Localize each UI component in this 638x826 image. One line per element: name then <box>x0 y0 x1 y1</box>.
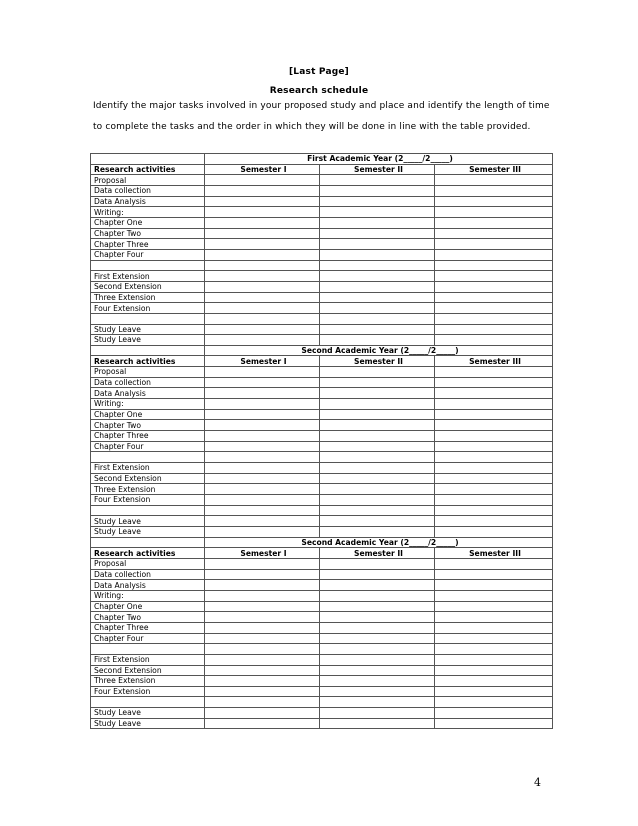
table-row <box>91 239 553 250</box>
semester-cell <box>320 175 435 186</box>
page-title: Research schedule <box>269 86 369 96</box>
semester-cell <box>320 612 435 623</box>
semester-cell <box>205 292 320 303</box>
semester-cell <box>205 420 320 431</box>
activity-cell: Data Analysis <box>91 388 205 399</box>
semester-cell <box>435 207 553 218</box>
semester-cell <box>435 718 553 729</box>
semester-cell <box>435 484 553 495</box>
semester-cell <box>320 601 435 612</box>
semester-cell <box>320 431 435 442</box>
semester-cell <box>435 196 553 207</box>
table-row <box>91 281 553 292</box>
table-row <box>91 228 553 239</box>
semester-cell <box>205 569 320 580</box>
table-row <box>91 420 553 431</box>
year-title-row <box>91 537 553 548</box>
semester-cell <box>320 569 435 580</box>
semester-cell <box>320 196 435 207</box>
column-header-semester: Semester I <box>205 356 320 367</box>
table-row <box>91 292 553 303</box>
column-header-semester: Semester I <box>205 548 320 559</box>
table-row <box>91 697 553 708</box>
table-row <box>91 431 553 442</box>
table-row <box>91 495 553 506</box>
table-row <box>91 217 553 228</box>
table-row <box>91 324 553 335</box>
semester-cell <box>435 313 553 324</box>
table-row <box>91 601 553 612</box>
semester-cell <box>435 676 553 687</box>
semester-cell <box>320 313 435 324</box>
semester-cell <box>205 281 320 292</box>
semester-cell <box>435 271 553 282</box>
semester-cell <box>205 708 320 719</box>
activity-cell: Study Leave <box>91 335 205 346</box>
semester-cell <box>320 505 435 516</box>
semester-cell <box>205 526 320 537</box>
semester-cell <box>205 484 320 495</box>
activity-cell <box>91 697 205 708</box>
semester-cell <box>320 292 435 303</box>
table-row <box>91 665 553 676</box>
column-header-semester: Semester III <box>435 164 553 175</box>
activity-cell <box>91 260 205 271</box>
activity-cell: First Extension <box>91 463 205 474</box>
semester-cell <box>205 590 320 601</box>
semester-cell <box>205 303 320 314</box>
semester-cell <box>320 409 435 420</box>
year-title: First Academic Year (2_____/2_____) <box>205 154 553 165</box>
semester-cell <box>435 409 553 420</box>
semester-cell <box>435 260 553 271</box>
semester-cell <box>320 473 435 484</box>
semester-cell <box>435 388 553 399</box>
semester-cell <box>205 175 320 186</box>
semester-cell <box>205 633 320 644</box>
table-row <box>91 622 553 633</box>
activity-cell: Data Analysis <box>91 580 205 591</box>
semester-cell <box>435 463 553 474</box>
table-row <box>91 452 553 463</box>
semester-cell <box>205 399 320 410</box>
activity-cell: Four Extension <box>91 686 205 697</box>
semester-cell <box>205 367 320 378</box>
table-row <box>91 484 553 495</box>
semester-cell <box>435 431 553 442</box>
semester-cell <box>435 239 553 250</box>
semester-cell <box>435 452 553 463</box>
header-row <box>91 356 553 367</box>
semester-cell <box>320 580 435 591</box>
activity-cell: Writing: <box>91 207 205 218</box>
semester-cell <box>435 175 553 186</box>
semester-cell <box>435 612 553 623</box>
semester-cell <box>320 708 435 719</box>
semester-cell <box>320 260 435 271</box>
semester-cell <box>320 676 435 687</box>
table-row <box>91 505 553 516</box>
activity-cell: First Extension <box>91 654 205 665</box>
activity-cell: Writing: <box>91 590 205 601</box>
table-row <box>91 463 553 474</box>
year-title-row <box>91 345 553 356</box>
semester-cell <box>205 324 320 335</box>
activity-cell: Three Extension <box>91 292 205 303</box>
semester-cell <box>205 313 320 324</box>
semester-cell <box>320 463 435 474</box>
semester-cell <box>320 654 435 665</box>
activity-cell: Chapter Three <box>91 622 205 633</box>
semester-cell <box>320 633 435 644</box>
semester-cell <box>205 441 320 452</box>
semester-cell <box>205 463 320 474</box>
activity-cell: Data Analysis <box>91 196 205 207</box>
semester-cell <box>205 452 320 463</box>
column-header-semester: Semester III <box>435 548 553 559</box>
semester-cell <box>435 281 553 292</box>
semester-cell <box>435 249 553 260</box>
semester-cell <box>435 644 553 655</box>
table-row <box>91 303 553 314</box>
activity-cell: Second Extension <box>91 281 205 292</box>
semester-cell <box>435 558 553 569</box>
activity-cell: Study Leave <box>91 718 205 729</box>
semester-cell <box>320 303 435 314</box>
semester-cell <box>435 601 553 612</box>
semester-cell <box>320 516 435 527</box>
table-row <box>91 590 553 601</box>
semester-cell <box>435 590 553 601</box>
semester-cell <box>320 697 435 708</box>
semester-cell <box>435 377 553 388</box>
semester-cell <box>320 420 435 431</box>
semester-cell <box>320 249 435 260</box>
semester-cell <box>435 697 553 708</box>
column-header-semester: Semester III <box>435 356 553 367</box>
activity-cell: Study Leave <box>91 324 205 335</box>
semester-cell <box>320 718 435 729</box>
semester-cell <box>435 335 553 346</box>
table-row <box>91 388 553 399</box>
semester-cell <box>205 249 320 260</box>
semester-cell <box>205 495 320 506</box>
semester-cell <box>435 686 553 697</box>
semester-cell <box>205 654 320 665</box>
year-title: Second Academic Year (2_____/2_____) <box>205 345 553 356</box>
semester-cell <box>320 367 435 378</box>
column-header-activities: Research activities <box>91 164 205 175</box>
semester-cell <box>205 516 320 527</box>
activity-cell: Three Extension <box>91 484 205 495</box>
semester-cell <box>435 420 553 431</box>
semester-cell <box>205 239 320 250</box>
table-row <box>91 516 553 527</box>
table-row <box>91 196 553 207</box>
semester-cell <box>320 335 435 346</box>
table-row <box>91 569 553 580</box>
column-header-activities: Research activities <box>91 548 205 559</box>
table-row <box>91 676 553 687</box>
table-row <box>91 313 553 324</box>
semester-cell <box>205 185 320 196</box>
semester-cell <box>320 452 435 463</box>
semester-cell <box>435 441 553 452</box>
semester-cell <box>435 228 553 239</box>
semester-cell <box>205 676 320 687</box>
semester-cell <box>205 612 320 623</box>
activity-cell <box>91 644 205 655</box>
table-row <box>91 580 553 591</box>
semester-cell <box>205 377 320 388</box>
activity-cell: Proposal <box>91 367 205 378</box>
table-row <box>91 185 553 196</box>
semester-cell <box>435 505 553 516</box>
semester-cell <box>205 271 320 282</box>
semester-cell <box>320 271 435 282</box>
semester-cell <box>435 324 553 335</box>
activity-cell: Chapter Two <box>91 612 205 623</box>
semester-cell <box>435 185 553 196</box>
semester-cell <box>205 260 320 271</box>
semester-cell <box>435 708 553 719</box>
activity-cell: Four Extension <box>91 303 205 314</box>
semester-cell <box>320 239 435 250</box>
semester-cell <box>320 399 435 410</box>
semester-cell <box>205 217 320 228</box>
semester-cell <box>320 388 435 399</box>
semester-cell <box>320 228 435 239</box>
column-header-semester: Semester II <box>320 548 435 559</box>
year-title-empty-cell <box>91 537 205 548</box>
semester-cell <box>435 665 553 676</box>
year-title-row <box>91 154 553 165</box>
semester-cell <box>320 207 435 218</box>
semester-cell <box>435 622 553 633</box>
table-row <box>91 473 553 484</box>
semester-cell <box>435 580 553 591</box>
activity-cell: Study Leave <box>91 708 205 719</box>
activity-cell: Chapter Three <box>91 431 205 442</box>
semester-cell <box>205 505 320 516</box>
semester-cell <box>320 441 435 452</box>
semester-cell <box>205 388 320 399</box>
semester-cell <box>435 292 553 303</box>
activity-cell: Second Extension <box>91 665 205 676</box>
column-header-activities: Research activities <box>91 356 205 367</box>
semester-cell <box>435 217 553 228</box>
semester-cell <box>205 473 320 484</box>
last-page-label: [Last Page] <box>288 67 349 77</box>
activity-cell: Second Extension <box>91 473 205 484</box>
semester-cell <box>320 185 435 196</box>
table-row <box>91 686 553 697</box>
semester-cell <box>320 665 435 676</box>
semester-cell <box>320 558 435 569</box>
table-row <box>91 644 553 655</box>
header-row <box>91 164 553 175</box>
activity-cell: Writing: <box>91 399 205 410</box>
table-row <box>91 441 553 452</box>
column-header-semester: Semester II <box>320 356 435 367</box>
activity-cell: Study Leave <box>91 516 205 527</box>
semester-cell <box>435 654 553 665</box>
semester-cell <box>435 516 553 527</box>
activity-cell: Chapter Four <box>91 249 205 260</box>
header-row <box>91 548 553 559</box>
semester-cell <box>320 495 435 506</box>
activity-cell: Data collection <box>91 377 205 388</box>
activity-cell: Chapter One <box>91 601 205 612</box>
semester-cell <box>435 367 553 378</box>
table-row <box>91 377 553 388</box>
semester-cell <box>205 207 320 218</box>
activity-cell: Three Extension <box>91 676 205 687</box>
semester-cell <box>205 622 320 633</box>
semester-cell <box>320 622 435 633</box>
semester-cell <box>205 697 320 708</box>
research-schedule-table <box>90 153 553 729</box>
semester-cell <box>205 580 320 591</box>
year-title: Second Academic Year (2_____/2_____) <box>205 537 553 548</box>
table-row <box>91 249 553 260</box>
table-row <box>91 654 553 665</box>
semester-cell <box>435 633 553 644</box>
table-row <box>91 399 553 410</box>
activity-cell: Chapter Four <box>91 441 205 452</box>
semester-cell <box>320 377 435 388</box>
table-row <box>91 633 553 644</box>
activity-cell: Chapter One <box>91 409 205 420</box>
table-row <box>91 409 553 420</box>
table-row <box>91 207 553 218</box>
semester-cell <box>435 473 553 484</box>
year-title-empty-cell <box>91 345 205 356</box>
semester-cell <box>435 399 553 410</box>
semester-cell <box>435 303 553 314</box>
intro-paragraph: Identify the major tasks involved in your proposed study and place and identify the length of time to complete the tasks and the order in which they will be done in line with the table provided. <box>93 101 550 132</box>
activity-cell: Proposal <box>91 175 205 186</box>
table-row <box>91 175 553 186</box>
table-row <box>91 260 553 271</box>
activity-cell: Chapter One <box>91 217 205 228</box>
activity-cell: First Extension <box>91 271 205 282</box>
table-row <box>91 558 553 569</box>
activity-cell: Proposal <box>91 558 205 569</box>
semester-cell <box>205 665 320 676</box>
activity-cell: Data collection <box>91 569 205 580</box>
semester-cell <box>205 196 320 207</box>
table-row <box>91 335 553 346</box>
table-row <box>91 718 553 729</box>
semester-cell <box>320 281 435 292</box>
semester-cell <box>320 484 435 495</box>
semester-cell <box>320 526 435 537</box>
table-row <box>91 526 553 537</box>
semester-cell <box>320 590 435 601</box>
activity-cell: Study Leave <box>91 526 205 537</box>
table-row <box>91 612 553 623</box>
activity-cell <box>91 452 205 463</box>
semester-cell <box>205 718 320 729</box>
semester-cell <box>435 495 553 506</box>
activity-cell: Chapter Three <box>91 239 205 250</box>
semester-cell <box>205 431 320 442</box>
semester-cell <box>205 601 320 612</box>
page-number: 4 <box>534 776 541 789</box>
semester-cell <box>205 558 320 569</box>
semester-cell <box>435 569 553 580</box>
semester-cell <box>320 686 435 697</box>
column-header-semester: Semester II <box>320 164 435 175</box>
table-row <box>91 271 553 282</box>
activity-cell <box>91 505 205 516</box>
semester-cell <box>320 644 435 655</box>
activity-cell: Chapter Two <box>91 420 205 431</box>
activity-cell: Chapter Two <box>91 228 205 239</box>
activity-cell: Chapter Four <box>91 633 205 644</box>
semester-cell <box>320 324 435 335</box>
column-header-semester: Semester I <box>205 164 320 175</box>
activity-cell: Four Extension <box>91 495 205 506</box>
semester-cell <box>205 409 320 420</box>
semester-cell <box>205 228 320 239</box>
semester-cell <box>320 217 435 228</box>
semester-cell <box>205 335 320 346</box>
table-row <box>91 367 553 378</box>
table-row <box>91 708 553 719</box>
semester-cell <box>205 686 320 697</box>
year-title-empty-cell <box>91 154 205 165</box>
semester-cell <box>435 526 553 537</box>
semester-cell <box>205 644 320 655</box>
activity-cell: Data collection <box>91 185 205 196</box>
activity-cell <box>91 313 205 324</box>
